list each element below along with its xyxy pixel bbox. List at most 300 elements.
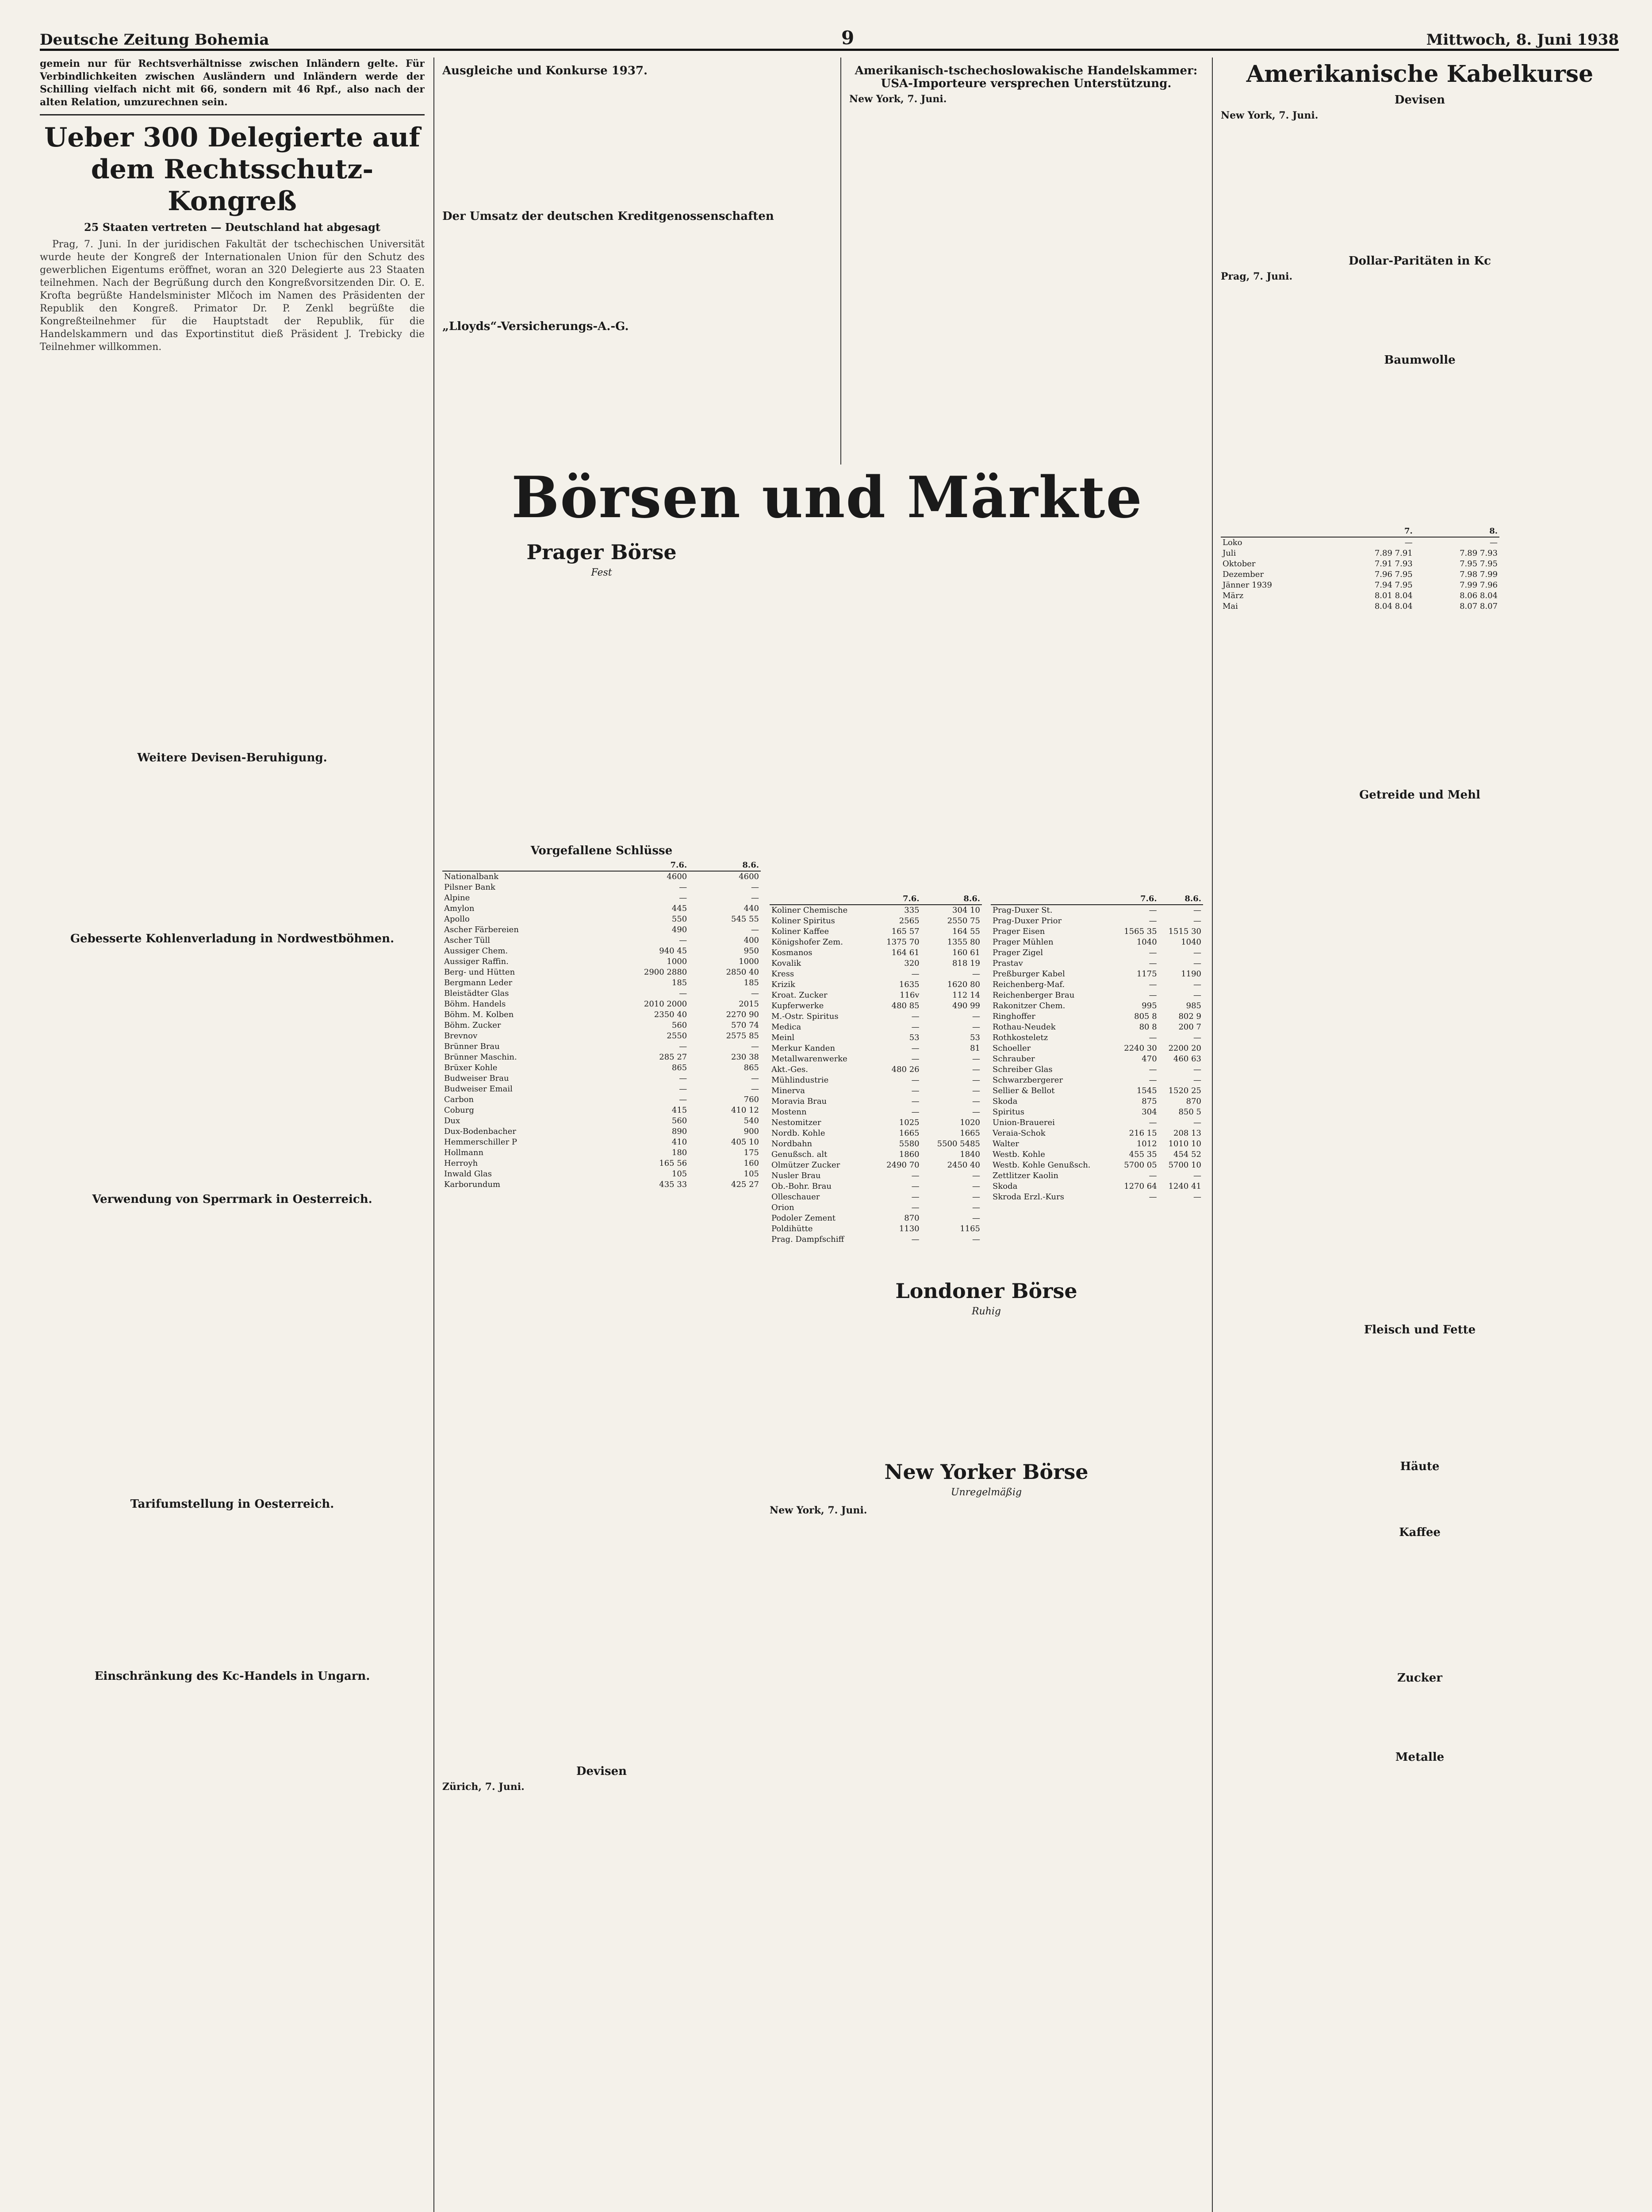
table-cell: Reichenberg-Maf. bbox=[993, 980, 1065, 989]
table-cell: 435 33 bbox=[659, 1180, 687, 1189]
table-row bbox=[442, 999, 761, 1010]
table-cell: 81 bbox=[970, 1044, 980, 1053]
table-cell: Hollmann bbox=[444, 1148, 484, 1157]
table-cell: — bbox=[679, 936, 687, 945]
table-cell: — bbox=[679, 893, 687, 902]
table-cell: — bbox=[911, 1182, 920, 1191]
table-cell: 216 15 bbox=[1129, 1129, 1157, 1138]
table-cell: Brünner Brau bbox=[444, 1042, 500, 1051]
table-cell: — bbox=[1193, 1075, 1201, 1085]
table-cell: Brüxer Kohle bbox=[444, 1063, 498, 1072]
table-cell: 1175 bbox=[1136, 969, 1157, 979]
table-cell: Kupferwerke bbox=[771, 1001, 824, 1010]
table-cell: — bbox=[1193, 1065, 1201, 1074]
table-row bbox=[770, 969, 982, 979]
table-cell: Moravia Brau bbox=[771, 1097, 827, 1106]
table-cell: 405 10 bbox=[731, 1137, 759, 1147]
getreide-title: Getreide und Mehl bbox=[1359, 788, 1480, 802]
table-cell: — bbox=[911, 1012, 920, 1021]
table-row bbox=[442, 1105, 761, 1116]
table-cell: — bbox=[1404, 538, 1413, 547]
table-cell: 550 bbox=[671, 914, 687, 924]
subhead-lloyds: „Lloyds“-Versicherungs-A.-G. bbox=[442, 320, 629, 333]
table-row bbox=[442, 1084, 761, 1094]
table-cell: 570 74 bbox=[731, 1021, 759, 1030]
table-cell: 2200 20 bbox=[1168, 1044, 1201, 1053]
table-row bbox=[770, 937, 982, 948]
table-row bbox=[991, 926, 1203, 937]
table-cell: — bbox=[911, 1054, 920, 1064]
column-exchanges bbox=[770, 1274, 1203, 2212]
table-cell: Koliner Chemische bbox=[771, 906, 848, 915]
table-cell: 335 bbox=[904, 906, 920, 915]
table-cell: Inwald Glas bbox=[444, 1169, 492, 1179]
table-row bbox=[770, 1043, 982, 1054]
table-cell: — bbox=[1193, 1171, 1201, 1180]
table-cell: — bbox=[1149, 1065, 1157, 1074]
table-cell: 2350 40 bbox=[654, 1010, 687, 1019]
table-cell: 7.89 7.91 bbox=[1374, 549, 1413, 558]
table-cell: — bbox=[1193, 1118, 1201, 1127]
devisen-head: Devisen bbox=[1394, 93, 1445, 107]
table-cell: Bleistädter Glas bbox=[444, 989, 509, 998]
table-cell: — bbox=[679, 1042, 687, 1051]
table-row bbox=[991, 1128, 1203, 1139]
table-cell: — bbox=[972, 1107, 980, 1117]
table-cell: — bbox=[972, 1203, 980, 1212]
table-row bbox=[1221, 559, 1499, 569]
table-cell: 200 7 bbox=[1178, 1022, 1201, 1032]
table-row bbox=[442, 1063, 761, 1073]
table-cell: 1190 bbox=[1181, 969, 1201, 979]
table-cell: Ascher Färbereien bbox=[444, 925, 519, 934]
table-cell: — bbox=[972, 1214, 980, 1223]
table-cell: 7.99 7.96 bbox=[1460, 580, 1498, 590]
table-row bbox=[442, 1158, 761, 1169]
table-cell: Böhm. M. Kolben bbox=[444, 1010, 514, 1019]
table-cell: Böhm. Zucker bbox=[444, 1021, 501, 1030]
table-cell: — bbox=[972, 1097, 980, 1106]
table-row bbox=[991, 1160, 1203, 1171]
table-cell: 165 56 bbox=[659, 1159, 687, 1168]
table-cell: Skoda bbox=[993, 1097, 1018, 1106]
table-cell: Koliner Spiritus bbox=[771, 916, 835, 926]
table-cell: Skroda Erzl.-Kurs bbox=[993, 1192, 1064, 1202]
table-row bbox=[770, 1202, 982, 1213]
table-cell: — bbox=[911, 1097, 920, 1106]
col-header bbox=[442, 860, 597, 871]
table-cell: 7.91 7.93 bbox=[1374, 559, 1413, 568]
table-row bbox=[991, 916, 1203, 926]
table-cell: — bbox=[911, 1235, 920, 1244]
table-cell: — bbox=[911, 1192, 920, 1202]
table-cell: — bbox=[911, 1203, 920, 1212]
col-header: 8.6. bbox=[689, 860, 761, 871]
table-row bbox=[1221, 591, 1499, 601]
devisen-place: Zürich, 7. Juni. bbox=[442, 1781, 525, 1793]
table-cell: 870 bbox=[904, 1214, 920, 1223]
table-cell: — bbox=[1149, 959, 1157, 968]
table-cell: 5500 5485 bbox=[937, 1139, 980, 1148]
table-cell: — bbox=[1193, 1192, 1201, 1202]
table-row bbox=[770, 1001, 982, 1011]
column-rule bbox=[840, 58, 841, 465]
table-cell: 1635 bbox=[899, 980, 920, 989]
cotton-table bbox=[1221, 526, 1499, 612]
table-cell: — bbox=[1149, 991, 1157, 1000]
table-cell: — bbox=[911, 1022, 920, 1032]
table-cell: Westb. Kohle Genußsch. bbox=[993, 1160, 1091, 1170]
table-cell: 1665 bbox=[960, 1129, 980, 1138]
dollar-place: Prag, 7. Juni. bbox=[1221, 271, 1293, 282]
table-cell: 208 13 bbox=[1173, 1129, 1201, 1138]
table-cell: 4600 bbox=[739, 872, 759, 881]
table-cell: — bbox=[1193, 948, 1201, 957]
table-cell: Prager Zigel bbox=[993, 948, 1043, 957]
table-cell: — bbox=[972, 969, 980, 979]
table-row bbox=[991, 1139, 1203, 1149]
table-cell: 985 bbox=[1186, 1001, 1201, 1010]
table-row bbox=[1221, 537, 1499, 548]
table-row bbox=[770, 1064, 982, 1075]
table-row bbox=[442, 1116, 761, 1126]
table-cell: 5700 05 bbox=[1124, 1160, 1157, 1170]
table-cell: 1010 10 bbox=[1168, 1139, 1201, 1148]
newyork-sub: Unregelmäßig bbox=[951, 1487, 1022, 1498]
table-cell: Krizik bbox=[771, 980, 795, 989]
table-cell: Rakonitzer Chem. bbox=[993, 1001, 1066, 1010]
table-cell: — bbox=[679, 1074, 687, 1083]
table-cell: — bbox=[751, 1084, 759, 1094]
masthead bbox=[40, 18, 1619, 51]
table-row bbox=[770, 1118, 982, 1128]
table-cell: 4600 bbox=[667, 872, 687, 881]
table-cell: 180 bbox=[671, 1148, 687, 1157]
table-cell: Alpine bbox=[444, 893, 470, 902]
table-cell: Rothkosteletz bbox=[993, 1033, 1048, 1042]
table-cell: 2490 70 bbox=[886, 1160, 920, 1170]
quotes-table-3 bbox=[991, 894, 1203, 1202]
table-cell: 5700 10 bbox=[1168, 1160, 1201, 1170]
table-cell: Prag-Duxer Prior bbox=[993, 916, 1062, 926]
col-header: 7. bbox=[1330, 526, 1414, 537]
table-cell: — bbox=[1149, 1171, 1157, 1180]
table-row bbox=[442, 967, 761, 978]
table-cell: — bbox=[751, 989, 759, 998]
table-cell: 870 bbox=[1186, 1097, 1201, 1106]
table-row bbox=[770, 1213, 982, 1224]
table-cell: 455 35 bbox=[1129, 1150, 1157, 1159]
table-row bbox=[770, 1011, 982, 1022]
table-cell: — bbox=[972, 1065, 980, 1074]
subhead-handelskammer: Amerikanisch-tschechoslowakische Handelskammer: USA-Importeure versprechen Unterstützung. bbox=[855, 64, 1198, 90]
table-cell: 940 45 bbox=[659, 946, 687, 956]
table-cell: Carbon bbox=[444, 1095, 474, 1104]
table-cell: — bbox=[972, 1192, 980, 1202]
table-cell: 116v bbox=[900, 991, 920, 1000]
table-cell: 2850 40 bbox=[726, 968, 759, 977]
table-cell: 165 57 bbox=[891, 927, 920, 936]
table-row bbox=[991, 1107, 1203, 1118]
table-row bbox=[442, 1094, 761, 1105]
baumwolle-title: Baumwolle bbox=[1384, 353, 1456, 367]
table-row bbox=[770, 1149, 982, 1160]
table-row bbox=[770, 948, 982, 958]
table-row bbox=[991, 1043, 1203, 1054]
subhead-konkurse: Ausgleiche und Konkurse 1937. bbox=[442, 64, 648, 77]
table-cell: Kress bbox=[771, 969, 794, 979]
col-header bbox=[1221, 526, 1330, 537]
table-cell: 995 bbox=[1142, 1001, 1157, 1010]
table-cell: 7.96 7.95 bbox=[1374, 570, 1413, 579]
table-cell: Nordbahn bbox=[771, 1139, 813, 1148]
table-cell: 105 bbox=[744, 1169, 759, 1179]
table-cell: 2575 85 bbox=[726, 1031, 759, 1041]
table-row bbox=[991, 1181, 1203, 1192]
column-left bbox=[40, 58, 425, 2212]
table-cell: — bbox=[972, 1235, 980, 1244]
haeute-title: Häute bbox=[1400, 1460, 1440, 1473]
table-cell: 875 bbox=[1142, 1097, 1157, 1106]
table-row bbox=[442, 914, 761, 925]
table-cell: 105 bbox=[671, 1169, 687, 1179]
table-cell: 8.04 8.04 bbox=[1374, 602, 1413, 611]
table-cell: Koliner Kaffee bbox=[771, 927, 829, 936]
subhead-tarif: Tarifumstellung in Oesterreich. bbox=[130, 1498, 334, 1511]
prague-exchange bbox=[442, 535, 761, 2212]
table-row bbox=[770, 1107, 982, 1118]
table-cell: 865 bbox=[671, 1063, 687, 1072]
table-cell: Kovalik bbox=[771, 959, 801, 968]
table-cell: Schreiber Glas bbox=[993, 1065, 1053, 1074]
table-row bbox=[442, 935, 761, 946]
table-cell: Minerva bbox=[771, 1086, 805, 1095]
newyork-title: New Yorker Börse bbox=[884, 1460, 1089, 1484]
table-cell: Ob.-Bohr. Brau bbox=[771, 1182, 832, 1191]
table-cell: 805 8 bbox=[1134, 1012, 1157, 1021]
subhead-sperrmark: Verwendung von Sperrmark in Oesterreich. bbox=[92, 1193, 372, 1206]
table-cell: 2240 30 bbox=[1124, 1044, 1157, 1053]
table-row bbox=[770, 905, 982, 916]
table-cell: 1000 bbox=[667, 957, 687, 966]
table-row bbox=[442, 978, 761, 988]
table-cell: 7.98 7.99 bbox=[1460, 570, 1498, 579]
table-cell: — bbox=[972, 1012, 980, 1021]
table-cell: 460 63 bbox=[1173, 1054, 1201, 1064]
table-cell: 1520 25 bbox=[1168, 1086, 1201, 1095]
table-cell: Walter bbox=[993, 1139, 1019, 1148]
subhead-devisen: Weitere Devisen-Beruhigung. bbox=[137, 751, 327, 764]
table-cell: — bbox=[751, 1042, 759, 1051]
table-cell: Schwarzbergerer bbox=[993, 1075, 1063, 1085]
table-row bbox=[1221, 548, 1499, 559]
table-cell: 5580 bbox=[899, 1139, 920, 1148]
table-cell: Meinl bbox=[771, 1033, 795, 1042]
table-cell: 304 bbox=[1142, 1107, 1157, 1117]
table-cell: 112 14 bbox=[952, 991, 980, 1000]
table-cell: Brevnov bbox=[444, 1031, 478, 1041]
table-cell: Berg- und Hütten bbox=[444, 968, 515, 977]
table-row bbox=[442, 988, 761, 999]
table-row bbox=[770, 926, 982, 937]
table-row bbox=[442, 956, 761, 967]
table-cell: Prag-Duxer St. bbox=[993, 906, 1053, 915]
table-cell: 304 10 bbox=[952, 906, 980, 915]
table-cell: Kroat. Zucker bbox=[771, 991, 828, 1000]
table-cell: 2450 40 bbox=[947, 1160, 980, 1170]
table-cell: — bbox=[751, 893, 759, 902]
subhead-kohlen: Gebesserte Kohlenverladung in Nordwestböhmen. bbox=[70, 932, 395, 945]
table-cell: Ascher Tüll bbox=[444, 936, 491, 945]
prague-title: Prager Börse bbox=[526, 540, 677, 564]
table-cell: 8.01 8.04 bbox=[1374, 591, 1413, 600]
table-cell: — bbox=[1490, 538, 1498, 547]
section-banner: Börsen und Märkte bbox=[511, 465, 1143, 531]
prague-sub: Fest bbox=[591, 567, 612, 578]
table-cell: Preßburger Kabel bbox=[993, 969, 1065, 979]
article-paragraph: Prag, 7. Juni. In der juridischen Fakultät der tschechischen Universität wurde heute der Kongreß der Internationalen Union für den Schutz des gewerblichen Eigentums eröffnet, woran an 320 Delegierte aus 23 Staaten teilnehmen. Nach der Begrüßung durch den Kongreßvorsitzenden Dir. O. E. Krofta begrüßte Handelsminister Mlčoch im Namen des Präsidenten der Republik den Kongreß. Primator Dr. P. Zenkl begrüßte die Kongreßteilnehmer für die Hauptstadt der Republik, für die Handelskammern und das Exportinstitut dieß Präsident J. Trebicky die Teilnehmer willkommen. bbox=[40, 239, 425, 353]
newspaper-page bbox=[40, 18, 1619, 2212]
table-cell: — bbox=[911, 1075, 920, 1085]
intro-text: gemein nur für Rechtsverhältnisse zwischen Inländern gelte. Für Verbindlichkeiten zwischen Ausländern und Inländern werde der Schilling vielfach nicht mit 66, sondern mit 46 Rpf., also nach der alten Relation, umzurechnen sein. bbox=[40, 58, 425, 108]
table-cell: — bbox=[1149, 916, 1157, 926]
london-title: Londoner Börse bbox=[895, 1279, 1077, 1303]
table-cell: 2550 75 bbox=[947, 916, 980, 926]
table-cell: 1040 bbox=[1181, 937, 1201, 947]
table-cell: 2900 2880 bbox=[644, 968, 687, 977]
table-row bbox=[991, 948, 1203, 958]
table-cell: Dux bbox=[444, 1116, 460, 1125]
table-cell: Sellier & Bellot bbox=[993, 1086, 1055, 1095]
table-cell: Pilsner Bank bbox=[444, 883, 495, 892]
table-row bbox=[442, 893, 761, 903]
table-row bbox=[991, 1096, 1203, 1107]
table-cell: — bbox=[972, 1054, 980, 1064]
table-row bbox=[770, 1096, 982, 1107]
table-cell: Oktober bbox=[1223, 559, 1256, 568]
schluss-title: Vorgefallene Schlüsse bbox=[530, 844, 673, 857]
table-row bbox=[991, 958, 1203, 969]
table-cell: Reichenberger Brau bbox=[993, 991, 1075, 1000]
table-cell: 1545 bbox=[1136, 1086, 1157, 1095]
table-cell: 400 bbox=[744, 936, 759, 945]
headline-kongress: Ueber 300 Delegierte auf dem Rechtsschutz-Kongreß bbox=[44, 122, 421, 217]
table-row bbox=[442, 1041, 761, 1052]
dollar-title: Dollar-Paritäten in Kc bbox=[1349, 254, 1491, 268]
col-header: 7.6. bbox=[597, 860, 689, 871]
table-row bbox=[442, 946, 761, 956]
quotes-table-1 bbox=[442, 860, 761, 1190]
table-cell: — bbox=[1193, 916, 1201, 926]
table-row bbox=[770, 1171, 982, 1181]
table-cell: 80 8 bbox=[1139, 1022, 1157, 1032]
table-cell: 818 19 bbox=[952, 959, 980, 968]
table-row bbox=[1221, 580, 1499, 591]
table-row bbox=[770, 1128, 982, 1139]
table-cell: Poldihütte bbox=[771, 1224, 813, 1233]
table-cell: — bbox=[1149, 1033, 1157, 1042]
table-cell: — bbox=[1193, 906, 1201, 915]
table-row bbox=[442, 1010, 761, 1020]
subhead-ungarn: Einschränkung des Kc-Handels in Ungarn. bbox=[94, 1670, 370, 1683]
column-right bbox=[1221, 58, 1619, 2212]
table-row bbox=[442, 1020, 761, 1031]
table-cell: — bbox=[1193, 959, 1201, 968]
table-cell: Dux-Bodenbacher bbox=[444, 1127, 516, 1136]
table-cell: Olleschauer bbox=[771, 1192, 820, 1202]
fleisch-title: Fleisch und Fette bbox=[1364, 1323, 1476, 1336]
table-cell: — bbox=[1193, 980, 1201, 989]
table-cell: 1620 80 bbox=[947, 980, 980, 989]
table-cell: — bbox=[751, 883, 759, 892]
masthead-date: Mittwoch, 8. Juni 1938 bbox=[1426, 31, 1619, 49]
table-cell: 160 61 bbox=[952, 948, 980, 957]
ny-dateline: New York, 7. Juni. bbox=[1221, 110, 1319, 121]
table-cell: 320 bbox=[904, 959, 920, 968]
table-cell: — bbox=[1149, 1192, 1157, 1202]
table-row bbox=[770, 990, 982, 1001]
table-cell: 185 bbox=[744, 978, 759, 987]
table-cell: Union-Brauerei bbox=[993, 1118, 1055, 1127]
table-cell: Prager Mühlen bbox=[993, 937, 1054, 947]
table-cell: 2270 90 bbox=[726, 1010, 759, 1019]
table-row bbox=[991, 979, 1203, 990]
table-cell: 1270 64 bbox=[1124, 1182, 1157, 1191]
subhead-kredit: Der Umsatz der deutschen Kreditgenossenschaften bbox=[442, 210, 774, 223]
table-cell: 480 85 bbox=[891, 1001, 920, 1010]
table-cell: Mühlindustrie bbox=[771, 1075, 829, 1085]
table-cell: 454 52 bbox=[1173, 1150, 1201, 1159]
table-cell: Königshofer Zem. bbox=[771, 937, 843, 947]
table-cell: — bbox=[751, 925, 759, 934]
table-cell: Aussiger Raffin. bbox=[444, 957, 509, 966]
table-cell: Karborundum bbox=[444, 1180, 501, 1189]
table-cell: Nordb. Kohle bbox=[771, 1129, 825, 1138]
table-cell: 865 bbox=[744, 1063, 759, 1072]
table-row bbox=[991, 1033, 1203, 1043]
table-cell: 7.89 7.93 bbox=[1460, 549, 1498, 558]
table-cell: Amylon bbox=[444, 904, 475, 913]
table-cell: 2010 2000 bbox=[644, 999, 687, 1009]
table-row bbox=[770, 1181, 982, 1192]
table-cell: 1165 bbox=[960, 1224, 980, 1233]
col-header bbox=[991, 894, 1114, 905]
table-cell: 7.95 7.95 bbox=[1460, 559, 1498, 568]
table-cell: 850 5 bbox=[1178, 1107, 1201, 1117]
table-row bbox=[770, 916, 982, 926]
table-cell: 1000 bbox=[739, 957, 759, 966]
table-cell: — bbox=[911, 1044, 920, 1053]
table-row bbox=[991, 1075, 1203, 1086]
table-cell: 1375 70 bbox=[886, 937, 920, 947]
table-cell: 1665 bbox=[899, 1129, 920, 1138]
table-cell: Genußsch. alt bbox=[771, 1150, 828, 1159]
table-cell: 560 bbox=[671, 1116, 687, 1125]
table-row bbox=[770, 1192, 982, 1202]
table-cell: Podoler Zement bbox=[771, 1214, 836, 1223]
table-cell: 1355 80 bbox=[947, 937, 980, 947]
table-row bbox=[442, 1179, 761, 1190]
table-cell: — bbox=[972, 1086, 980, 1095]
table-cell: Zettlitzer Kaolin bbox=[993, 1171, 1058, 1180]
kaffee-title: Kaffee bbox=[1399, 1526, 1441, 1539]
table-cell: Böhm. Handels bbox=[444, 999, 506, 1009]
table-cell: Rothau-Neudek bbox=[993, 1022, 1056, 1032]
table-cell: — bbox=[911, 1171, 920, 1180]
table-cell: 1860 bbox=[899, 1150, 920, 1159]
table-cell: — bbox=[911, 1107, 920, 1117]
col-header: 8.6. bbox=[921, 894, 982, 905]
